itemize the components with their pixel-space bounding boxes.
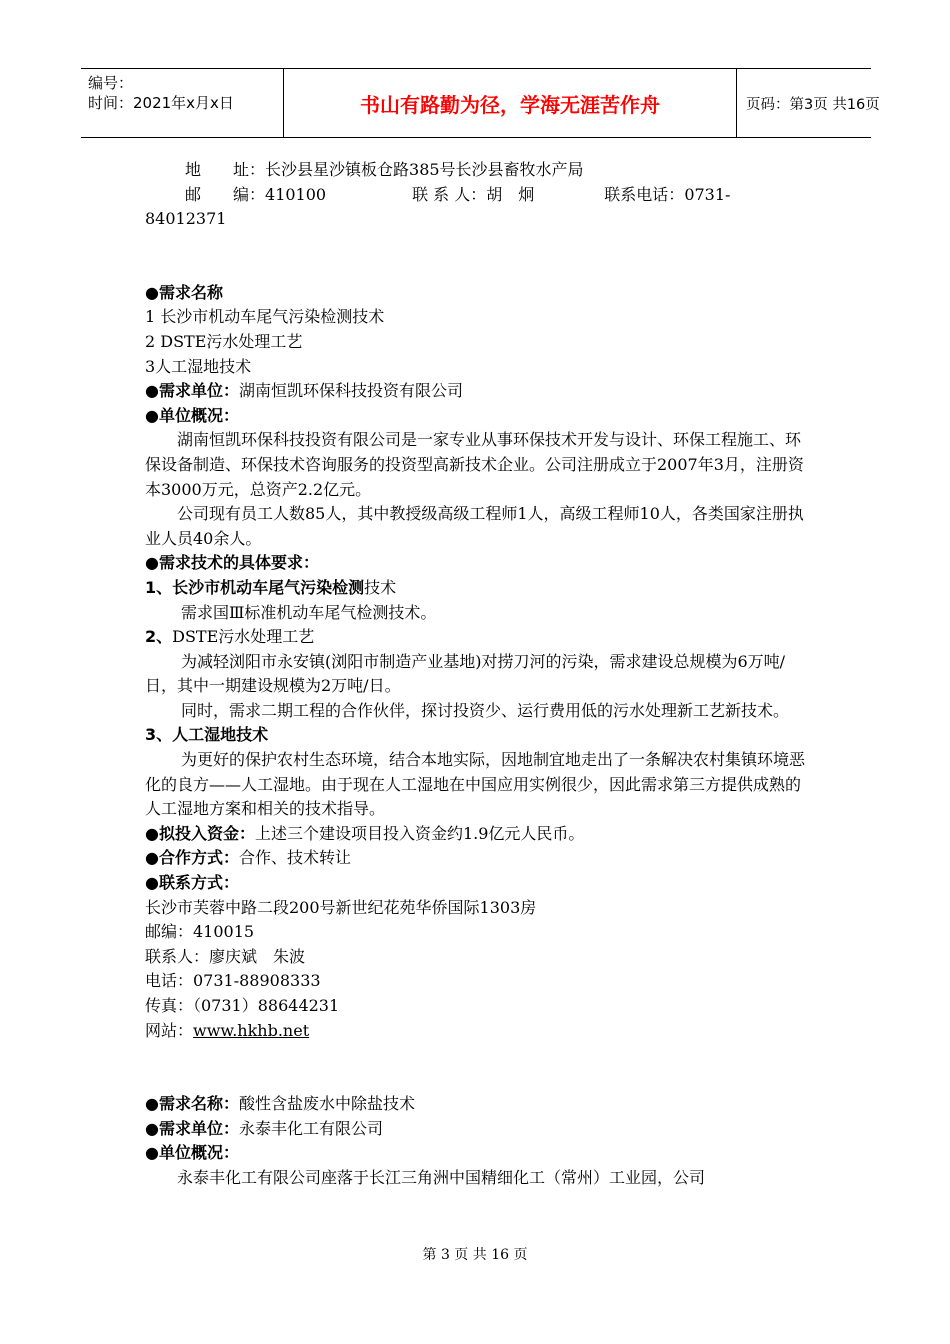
coop-line	[145, 846, 810, 871]
req2-title-bold: 2、	[145, 627, 173, 647]
document-time: 时间：2021年x月x日	[88, 94, 234, 112]
invest-heading: ●拟投入资金：	[145, 823, 255, 843]
contact-persons: 联系人：廖庆斌 朱波	[145, 946, 306, 966]
section1-overview-heading: ●单位概况：	[145, 405, 239, 425]
section1-item-3: 3人工湿地技术	[145, 356, 252, 376]
section2-unit-value: 永泰丰化工有限公司	[238, 1118, 383, 1138]
section2-unit-line	[145, 1117, 810, 1142]
req3-p1: 为更好的保护农村生态环境，结合本地实际，因地制宜地走出了一条解决农村集镇环境恶化的良方——人工湿地。由于现在人工湿地在中国应用实例很少，因此需求第三方提供成熟的人工湿地方案和相关的技术指导。	[145, 750, 806, 819]
req2-p1: 为减轻浏阳市永安镇(浏阳市制造产业基地)对捞刀河的污染，需求建设总规模为6万吨/日，其中一期建设规模为2万吨/日。	[145, 651, 786, 696]
website-label: 网站：	[145, 1020, 194, 1040]
coop-heading: ●合作方式：	[145, 848, 239, 868]
req1-text: 需求国Ⅲ标准机动车尾气检测技术。	[181, 602, 437, 622]
unit-heading: ●需求单位：	[145, 381, 239, 401]
page-footer: 第 3 页 共 16 页	[422, 1247, 528, 1263]
spacer	[145, 1043, 810, 1092]
section2-unit-heading: ●需求单位：	[145, 1118, 239, 1138]
page-header	[81, 68, 880, 138]
contact-person-label: 联 系 人：	[412, 184, 487, 204]
address-value: 长沙县星沙镇板仓路385号长沙县畜牧水产局	[265, 160, 584, 179]
website-line	[145, 1019, 810, 1044]
section2-overview-p1: 永泰丰化工有限公司座落于长江三角洲中国精细化工（常州）工业园，公司	[177, 1167, 706, 1187]
website-link[interactable]: www.hkhb.net	[193, 1020, 310, 1040]
req2-title-rest: DSTE污水处理工艺	[172, 627, 315, 647]
section1-unit-line	[145, 379, 810, 404]
address-label: 地 址：	[185, 160, 266, 179]
section1-item-1: 1 长沙市机动车尾气污染检测技术	[145, 307, 385, 327]
postcode-value: 410100	[265, 184, 327, 204]
phone-label: 联系电话：	[604, 184, 685, 204]
req3-title: 3、人工湿地技术	[145, 725, 269, 745]
contact-address: 长沙市芙蓉中路二段200号新世纪花苑华侨国际1303房	[145, 897, 537, 917]
req1-title	[145, 576, 810, 601]
section1-overview-p2: 公司现有员工人数85人，其中教授级高级工程师1人，高级工程师10人，各类国家注册执业人员40余人。	[145, 504, 804, 548]
address-line	[145, 158, 810, 183]
header-page-info: 页码：第3页 共16页	[746, 96, 880, 113]
spacer	[145, 232, 810, 281]
phone-value-part2: 84012371	[145, 209, 227, 229]
unit-value: 湖南恒凯环保科技投资有限公司	[238, 381, 463, 401]
contact-person-value: 胡 炯	[486, 184, 535, 204]
section1-overview-p1: 湖南恒凯环保科技投资有限公司是一家专业从事环保技术开发与设计、环保工程施工、环保设备制造、环保技术咨询服务的投资型高新技术企业。公司注册成立于2007年3月，注册资本3000万元，总资产2.2亿元。	[145, 430, 804, 499]
req2-title	[145, 625, 810, 650]
header-meta	[81, 69, 283, 141]
coop-value: 合作、技术转让	[238, 848, 351, 868]
section1-item-2: 2 DSTE污水处理工艺	[145, 331, 303, 351]
req1-title-rest: 技术	[364, 577, 397, 597]
document-number: 编号：	[88, 74, 134, 92]
section2-name-heading: ●需求名称：	[145, 1094, 239, 1114]
contact-heading: ●联系方式：	[145, 873, 239, 893]
section2-name-value: 酸性含盐废水中除盐技术	[238, 1094, 415, 1114]
req1-title-bold: 1、长沙市机动车尾气污染检测	[145, 577, 365, 597]
postcode-label: 邮 编：	[185, 184, 266, 204]
header-motto: 书山有路勤为径，学海无涯苦作舟	[283, 69, 737, 137]
section1-requirements-heading: ●需求技术的具体要求：	[145, 553, 319, 573]
document-body	[145, 158, 810, 1191]
section2-overview-heading: ●单位概况：	[145, 1143, 239, 1163]
invest-value: 上述三个建设项目投入资金约1.9亿元人民币。	[254, 823, 585, 843]
req2-p2: 同时，需求二期工程的合作伙伴，探讨投资少、运行费用低的污水处理新工艺新技术。	[181, 700, 790, 720]
postcode-contact-line	[145, 183, 810, 208]
contact-postcode: 邮编：410015	[145, 922, 255, 942]
contact-fax: 传真：（0731）88644231	[145, 996, 340, 1015]
phone-value-part1: 0731-	[684, 184, 731, 204]
contact-phone: 电话：0731-88908333	[145, 971, 321, 991]
invest-line	[145, 822, 810, 847]
section1-name-heading: ●需求名称	[145, 282, 223, 302]
section2-name-line	[145, 1092, 810, 1117]
